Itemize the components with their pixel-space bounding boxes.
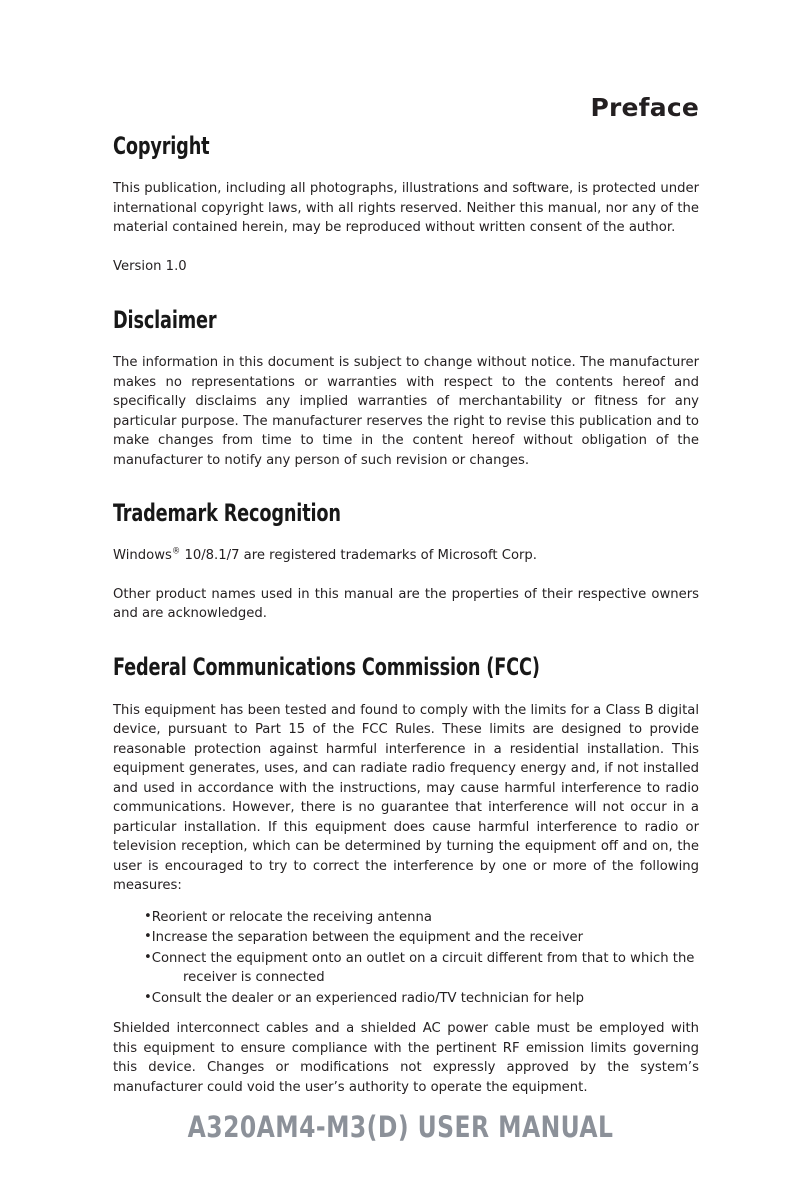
page-title: Preface <box>590 93 699 122</box>
section-disclaimer <box>113 307 699 470</box>
trademark-text-suffix: 10/8.1/7 are registered trademarks of Microsoft Corp. <box>180 548 538 563</box>
trademark-paragraph-other: Other product names used in this manual are the properties of their respective owners and are acknowledged. <box>113 586 699 621</box>
section-heading-fcc: Federal Communications Commission (FCC) <box>113 652 540 681</box>
list-item-label: Increase the separation between the equipment and the receiver <box>151 930 584 945</box>
bullet-icon: • <box>144 989 152 1005</box>
trademark-paragraph-windows <box>113 546 699 566</box>
bullet-icon: • <box>144 908 152 924</box>
list-item <box>113 927 699 948</box>
section-fcc <box>113 654 699 1098</box>
windows-label: Windows <box>113 548 172 563</box>
page-footer <box>0 1110 802 1144</box>
fcc-paragraph-1: This equipment has been tested and found to comply with the limits for a Class B digital device, pursuant to Part 15 of the FCC Rules. These limits are designed to provide reasonable protection against harmful interference in a residential installation. This equipment generates, uses, and can radiate radio frequency energy and, if not installed and used in accordance with the instructions, may cause harmful interference to radio communications. However, there is no guarantee that interference will not occur in a particular installation. If this equipment does cause harmful interference to radio or television reception, which can be determined by turning the equipment off and on, the user is encouraged to try to correct the interference by one or more of the following measures: <box>113 702 699 893</box>
list-item <box>113 907 699 928</box>
disclaimer-paragraph: The information in this document is subject to change without notice. The manufacturer makes no representations or warranties with respect to the contents hereof and specifically disclaims any implied warranties of merchantability or fitness for any particular purpose. The manufacturer reserves the right to revise this publication and to make changes from time to time in the content hereof without obligation of the manufacturer to notify any person of such revision or changes. <box>113 355 699 468</box>
list-item-label: Reorient or relocate the receiving antenna <box>151 909 432 925</box>
fcc-measures-list <box>113 907 699 1009</box>
list-item <box>113 948 699 988</box>
section-trademark <box>113 500 699 624</box>
version-text: Version 1.0 <box>113 258 187 274</box>
section-heading-trademark: Trademark Recognition <box>113 499 341 527</box>
copyright-paragraph: This publication, including all photographs, illustrations and software, is protected under international copyright laws, with all rights reserved. Neither this manual, nor any of the material contained herein, may be reproduced without written consent of the author. <box>113 181 699 235</box>
list-item-label: Consult the dealer or an experienced radio/TV technician for help <box>151 990 585 1006</box>
section-heading-disclaimer: Disclaimer <box>113 306 217 334</box>
fcc-paragraph-2: Shielded interconnect cables and a shielded AC power cable must be employed with this equipment to ensure compliance with the pertinent RF emission limits governing this device. Changes or modifications not expressly approved by the system’s manufacturer could void the user’s authority to operate the equipment. <box>113 1021 699 1095</box>
document-body <box>113 133 699 1097</box>
footer-manual-title: A320AM4-M3(D) USER MANUAL <box>188 1110 614 1144</box>
bullet-icon: • <box>144 929 152 944</box>
registered-mark-icon: ® <box>171 545 181 556</box>
section-heading-copyright: Copyright <box>113 132 210 160</box>
bullet-icon: • <box>144 949 152 965</box>
section-copyright <box>113 133 699 276</box>
list-item <box>113 988 699 1009</box>
list-item-label: Connect the equipment onto an outlet on a circuit different from that to which the receiver is connected <box>151 950 695 985</box>
